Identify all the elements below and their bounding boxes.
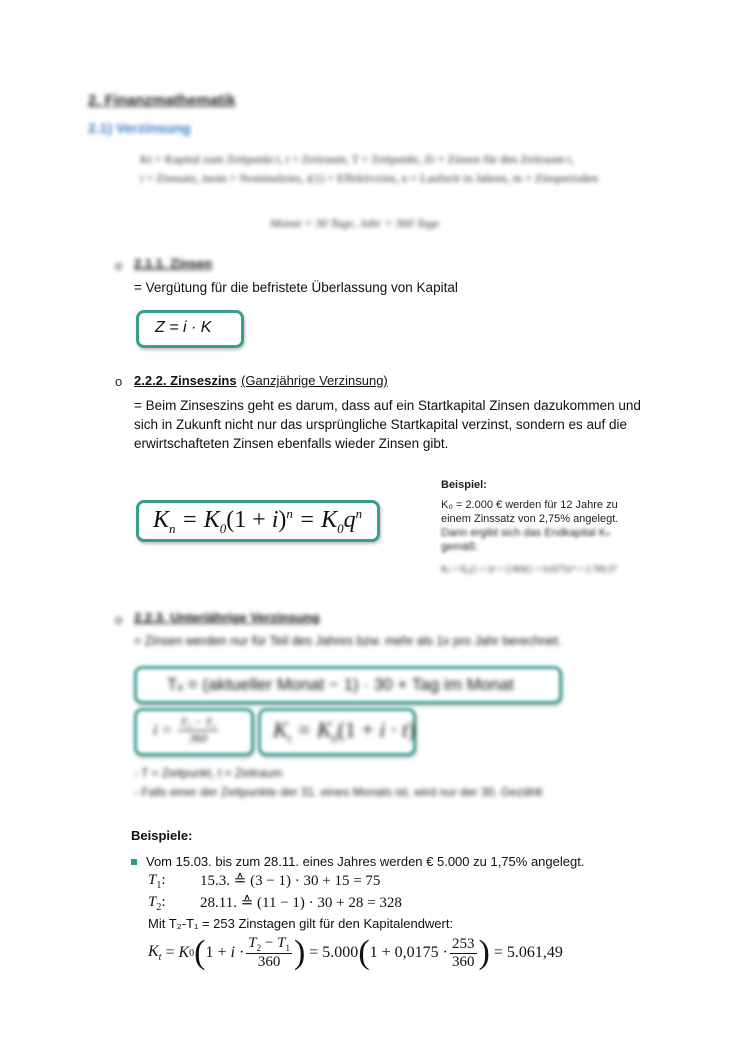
square-bullet-icon: [131, 859, 137, 865]
sub-heading: 2.1) Verzinsung: [88, 120, 191, 136]
definitions-line-2: i = Zinssatz, inom = Nominalzins, i(1) = Effektivzins, n = Laufzeit in Jahren, m = Zinsperioden: [140, 171, 599, 185]
example-line-3: Dann ergibt sich das Endkapital Kₙ: [441, 527, 611, 539]
t2-expression: 28.11. ≙ (11 − 1) · 30 + 28 = 328: [200, 895, 402, 911]
example-line-4: gemäß:: [441, 541, 479, 553]
formula-i: i = $\frac{\text{T₂ − T₁}}{360}$: [153, 715, 217, 745]
section-title-unterjaehrig: 2.2.3. Unterjährige Verzinsung: [134, 610, 320, 625]
formula-tx: Tₓ = (aktueller Monat − 1) · 30 + Tag im Monat: [167, 675, 514, 694]
example-line-1: K₀ = 2.000 € werden für 12 Jahre zu: [441, 499, 618, 511]
example-title: Beispiel:: [441, 479, 487, 491]
example-line-2: einem Zinssatz von 2,75% angelegt.: [441, 513, 619, 525]
formula-kt: $K_t = K_0(1 + i \cdot t)$: [273, 717, 416, 746]
section-subtitle-zinseszins: (Ganzjährige Verzinsung): [241, 373, 388, 388]
examples-title: Beispiele:: [131, 828, 193, 843]
note-line-1: - T = Zeitpunkt, t = Zeitraum: [134, 766, 283, 780]
formula-box-zinseszins: [136, 500, 380, 542]
example2-intro: Vom 15.03. bis zum 28.11. eines Jahres werden € 5.000 zu 1,75% angelegt.: [146, 854, 585, 869]
section-heading-zinseszins: [134, 372, 388, 390]
bullet-marker: o: [115, 258, 123, 273]
final-result: 5.061,49: [506, 944, 563, 961]
final-formula: $K_t$ = K 0 ( 1 + i · $\frac{T_2 - T_1}{360}$ ) = 5.000 ( 1 + 0,0175 · $\frac{253}{360}$ ) = 5.061,49: [148, 934, 563, 971]
formula-box-i: [134, 708, 254, 756]
main-heading: 2. Finanzmathematik: [88, 92, 236, 109]
section-body-zinseszins: [134, 396, 694, 453]
example-line-5: Kₙ = K₀(1 + i)ⁿ = 2.000(1 + 0,0275)¹² = 2.769,37: [441, 564, 617, 574]
formula-box-tx: [134, 666, 562, 704]
formula-zinsen: Z = i · K: [155, 319, 212, 336]
section-title-zinsen: 2.1.1. Zinsen: [134, 256, 213, 271]
example2-intro-row: [131, 854, 584, 869]
formula-box-zinsen: [136, 310, 244, 348]
section-title-zinseszins: 2.2.2. Zinseszins: [134, 373, 237, 388]
formula-box-kt: [258, 708, 416, 756]
example-text: [441, 498, 691, 576]
bullet-marker: o: [115, 374, 123, 389]
body-line-1: = Beim Zinseszins geht es darum, dass auf ein Startkapital Zinsen dazukommen und: [134, 398, 641, 413]
notes: [134, 764, 542, 802]
definitions: [140, 150, 700, 188]
mit-line: Mit T₂-T₁ = 253 Zinstagen gilt für den Kapitalendwert:: [148, 916, 454, 931]
note-line-2: - Falls einer der Zeitpunkte der 31. eines Monats ist, wird nur der 30. Gezählt: [134, 785, 543, 799]
body-line-3: erwirtschafteten Zinsen ebenfalls wieder Zinsen gibt.: [134, 436, 449, 451]
formula-zinseszins: $K_n = K_0(1 + i)^n = K_0q^n$: [153, 506, 363, 536]
bullet-marker: o: [115, 612, 123, 627]
t1-label: $T_1$:: [148, 872, 166, 891]
t2-label: $T_2$:: [148, 894, 166, 913]
section-body-unterjaehrig: = Zinsen werden nur für Teil des Jahres bzw. mehr als 1x pro Jahr berechnet.: [134, 634, 562, 648]
section-body-zinsen: = Vergütung für die befristete Überlassung von Kapital: [134, 280, 458, 295]
body-line-2: sich in Zukunft nicht nur das ursprüngliche Startkapital verzinst, sondern es auf die: [134, 417, 628, 432]
definitions-line-1: Kt = Kapital zum Zeitpunkt t, t = Zeitraum, T = Zeitpunkt, Zt = Zinsen für den Zeitraum t,: [140, 152, 574, 166]
t1-expression: 15.3. ≙ (3 − 1) · 30 + 15 = 75: [200, 873, 381, 889]
convention-note: Monat = 30 Tage, Jahr = 360 Tage: [270, 216, 440, 230]
